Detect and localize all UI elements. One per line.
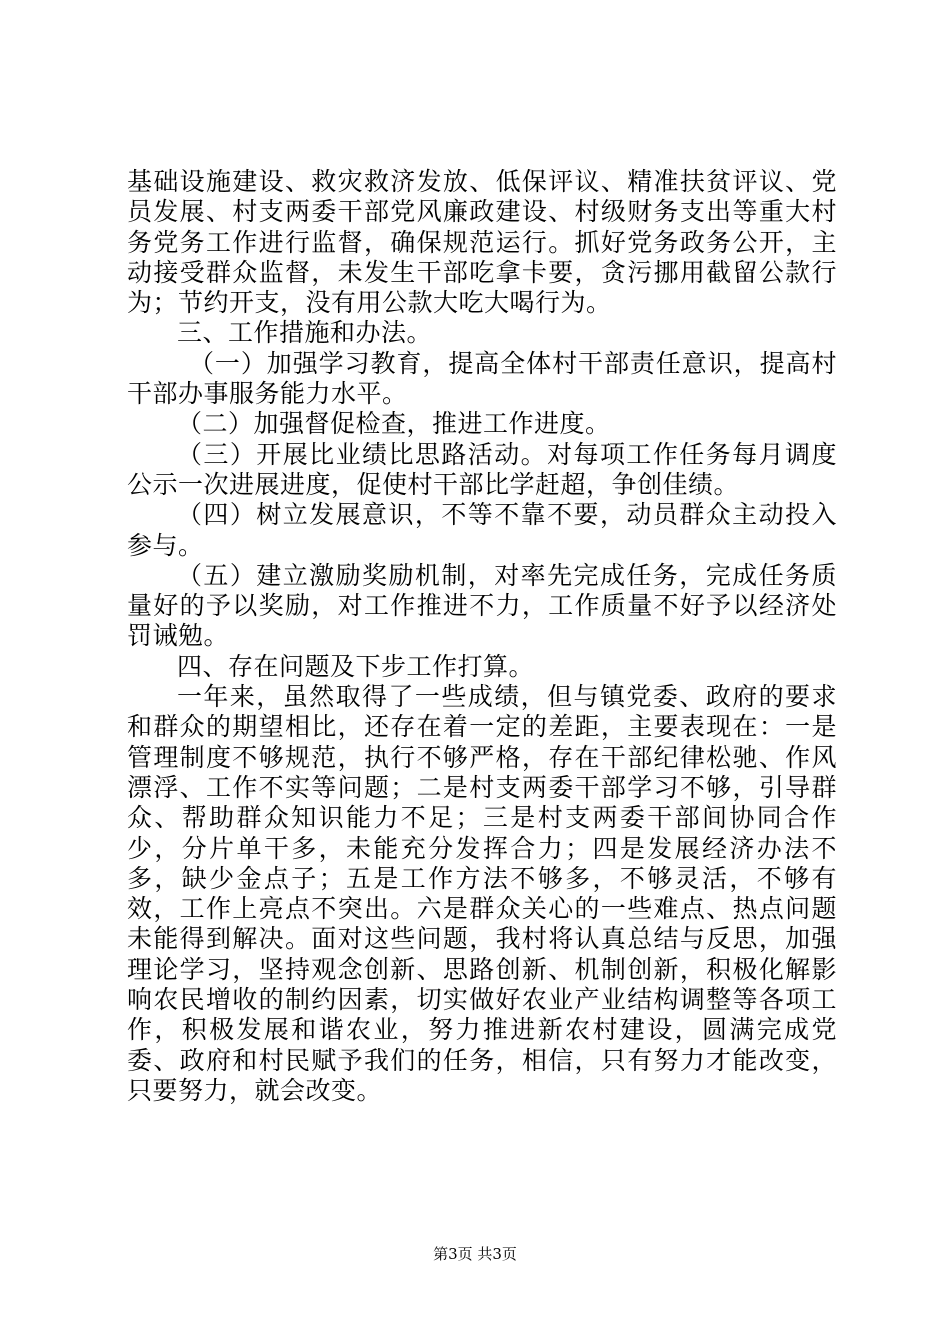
measure-item-3: （三）开展比业绩比思路活动。对每项工作任务每月调度公示一次进展进度，促使村干部比学赶超，争创佳绩。 [127, 439, 837, 499]
measure-item-4: （四）树立发展意识，不等不靠不要，动员群众主动投入参与。 [127, 500, 837, 560]
problems-paragraph: 一年来，虽然取得了一些成绩，但与镇党委、政府的要求和群众的期望相比，还存在着一定的差距，主要表现在：一是管理制度不够规范，执行不够严格，存在干部纪律松驰、作风漂浮、工作不实等问题；二是村支两委干部学习不够，引导群众、帮助群众知识能力不足；三是村支两委干部间协同合作少，分片单干多，未能充分发挥合力；四是发展经济办法不多，缺少金点子；五是工作方法不够多，不够灵活，不够有效，工作上亮点不突出。六是群众关心的一些难点、热点问题未能得到解决。面对这些问题，我村将认真总结与反思，加强理论学习，坚持观念创新、思路创新、机制创新，积极化解影响农民增收的制约因素，切实做好农业产业结构调整等各项工作，积极发展和谐农业，努力推进新农村建设，圆满完成党委、政府和村民赋予我们的任务，相信，只有努力才能改变，只要努力，就会改变。 [127, 682, 837, 1105]
page-footer: 第3页 共3页 [433, 1245, 517, 1263]
document-body [127, 167, 837, 1106]
section-heading-measures: 三、工作措施和办法。 [177, 318, 433, 348]
measure-item-5: （五）建立激励奖励机制，对率先完成任务，完成任务质量好的予以奖励，对工作推进不力，工作质量不好予以经济处罚诫勉。 [127, 560, 837, 651]
measure-item-1: （一）加强学习教育，提高全体村干部责任意识，提高村干部办事服务能力水平。 [127, 348, 837, 409]
measure-item-2: （二）加强督促检查，推进工作进度。 [177, 409, 611, 439]
paragraph-continuation: 基础设施建设、救灾救济发放、低保评议、精准扶贫评议、党员发展、村支两委干部党风廉政建设、村级财务支出等重大村务党务工作进行监督，确保规范运行。抓好党务政务公开，主动接受群众监督，未发生干部吃拿卡要，贪污挪用截留公款行为；节约开支，没有用公款大吃大喝行为。 [127, 167, 837, 318]
section-heading-problems: 四、存在问题及下步工作打算。 [177, 651, 535, 681]
